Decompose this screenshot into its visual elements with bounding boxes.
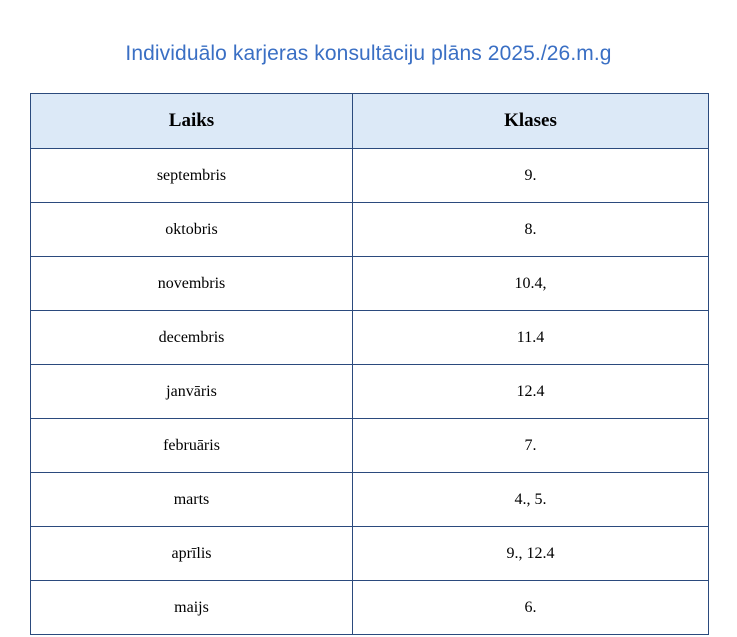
table-header-row xyxy=(31,94,709,149)
table-row xyxy=(31,365,709,419)
cell-klases: 7. xyxy=(353,419,709,473)
cell-laiks: aprīlis xyxy=(31,527,353,581)
table-row xyxy=(31,203,709,257)
cell-laiks: marts xyxy=(31,473,353,527)
page-title: Individuālo karjeras konsultāciju plāns 2025./26.m.g xyxy=(125,42,612,65)
cell-laiks: novembris xyxy=(31,257,353,311)
cell-klases: 11.4 xyxy=(353,311,709,365)
table-header xyxy=(31,94,709,149)
cell-laiks: septembris xyxy=(31,149,353,203)
cell-laiks: oktobris xyxy=(31,203,353,257)
cell-klases: 9. xyxy=(353,149,709,203)
cell-laiks: februāris xyxy=(31,419,353,473)
cell-klases: 6. xyxy=(353,581,709,635)
column-header-laiks: Laiks xyxy=(31,94,353,149)
table-row xyxy=(31,149,709,203)
cell-klases: 10.4, xyxy=(353,257,709,311)
cell-laiks: maijs xyxy=(31,581,353,635)
table-row xyxy=(31,257,709,311)
plan-table-container xyxy=(30,93,708,635)
cell-klases: 12.4 xyxy=(353,365,709,419)
table-row xyxy=(31,581,709,635)
table-row xyxy=(31,311,709,365)
cell-klases: 8. xyxy=(353,203,709,257)
cell-klases: 4., 5. xyxy=(353,473,709,527)
table-row xyxy=(31,527,709,581)
table-row xyxy=(31,473,709,527)
cell-klases: 9., 12.4 xyxy=(353,527,709,581)
column-header-klases: Klases xyxy=(353,94,709,149)
cell-laiks: decembris xyxy=(31,311,353,365)
consultation-plan-table xyxy=(30,93,709,635)
table-body xyxy=(31,149,709,635)
cell-laiks: janvāris xyxy=(31,365,353,419)
table-row xyxy=(31,419,709,473)
